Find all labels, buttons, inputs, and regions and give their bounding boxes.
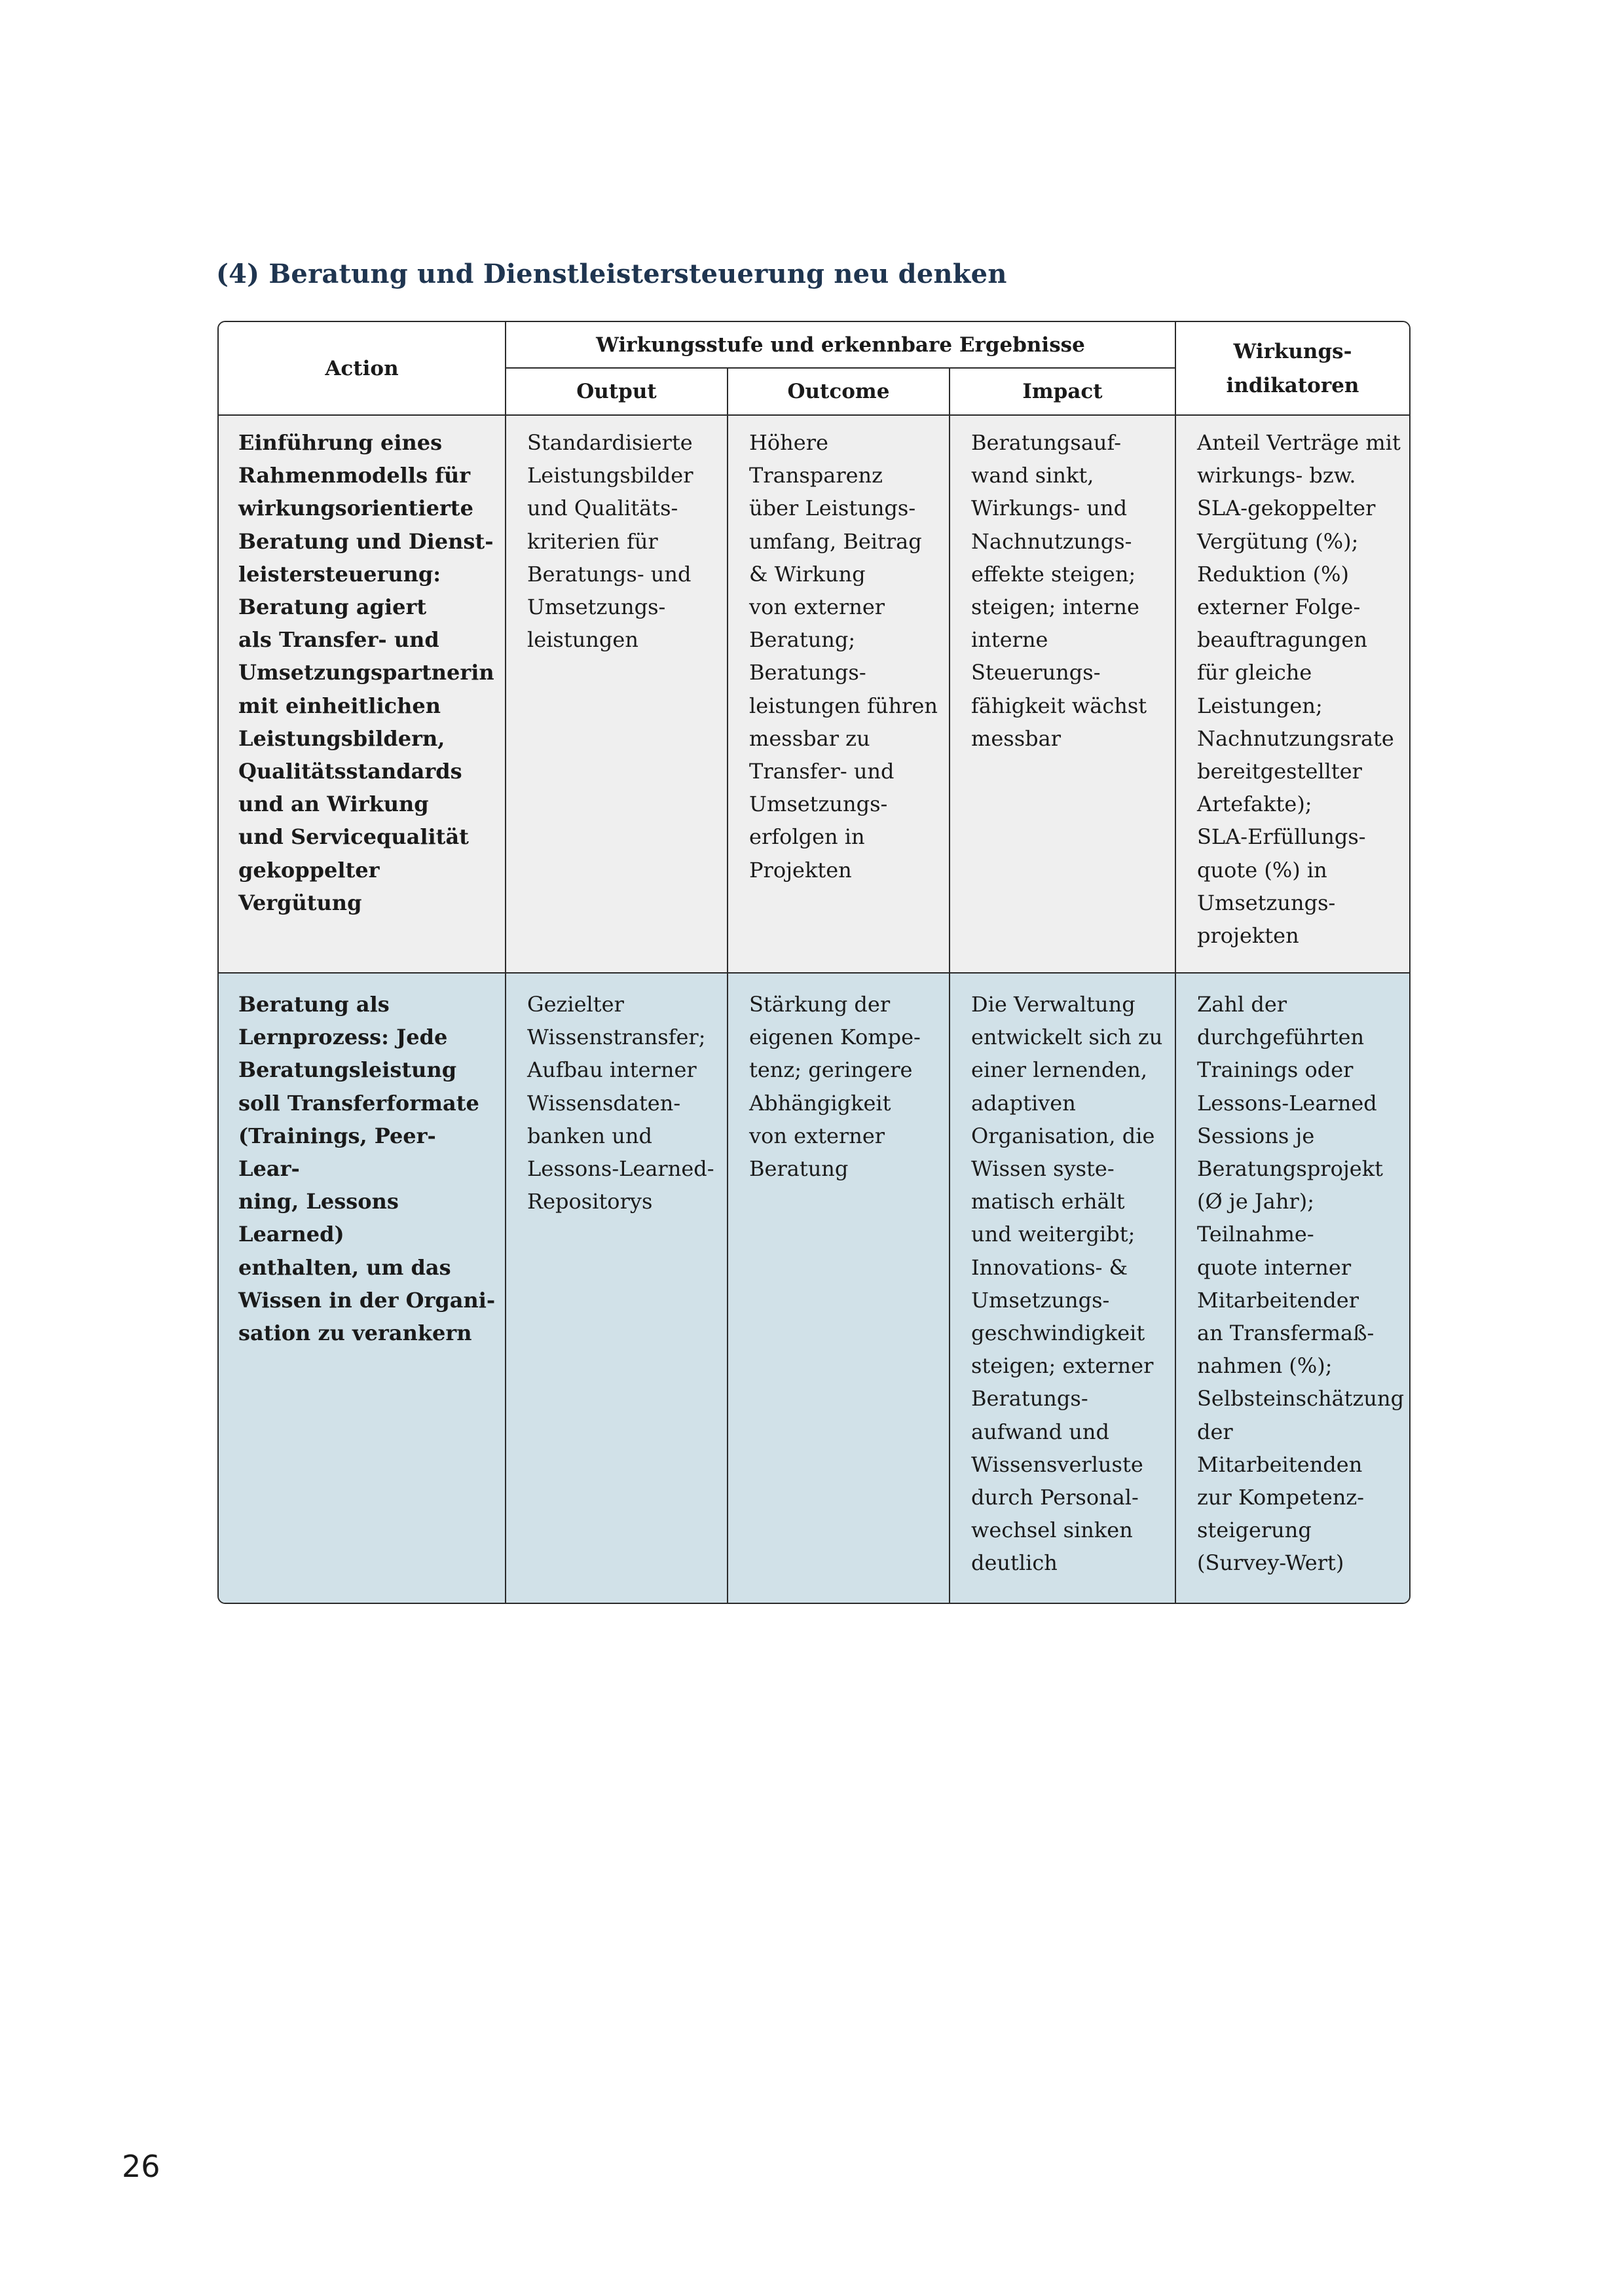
section-heading: (4) Beratung und Dienstleistersteuerung neu denken (216, 259, 1007, 289)
header-outcome: Outcome (728, 368, 950, 415)
header-impact-stage-group: Wirkungsstufe und erkennbare Ergebnisse (506, 322, 1175, 368)
impact-table-grid (219, 322, 1409, 1603)
outcome-cell: Höhere Transparenz über Leistungs- umfang, Beitrag & Wirkung von externer Beratung; Beratungs- leistungen führen messbar zu Transfer- und Umsetzungs- erfolgen in Projekten (728, 415, 950, 973)
output-cell: Gezielter Wissenstransfer; Aufbau interner Wissensdaten- banken und Lessons-Learned- Repositorys (506, 973, 728, 1603)
output-cell: Standardisierte Leistungsbilder und Qualitäts- kriterien für Beratungs- und Umsetzungs- leistungen (506, 415, 728, 973)
table-row (219, 973, 1409, 1603)
header-action: Action (219, 322, 506, 415)
indicators-cell: Zahl der durchgeführten Trainings oder Lessons-Learned Sessions je Beratungsprojekt (Ø je Jahr); Teilnahme- quote interner Mitarbeitender an Transfermaß- nahmen (%); Selbsteinschätzung der Mitarbeitenden zur Kompetenz- steigerung (Survey-Wert) (1175, 973, 1409, 1603)
impact-cell: Beratungsauf- wand sinkt, Wirkungs- und Nachnutzungs- effekte steigen; steigen; interne interne Steuerungs- fähigkeit wächst messbar (950, 415, 1175, 973)
header-indicators: Wirkungs- indikatoren (1175, 322, 1409, 415)
indicators-cell: Anteil Verträge mit wirkungs- bzw. SLA-gekoppelter Vergütung (%); Reduktion (%) externer Folge- beauftragungen für gleiche Leistungen; Nachnutzungsrate bereitgestellter Artefakte); SLA-Erfüllungs- quote (%) in Umsetzungs- projekten (1175, 415, 1409, 973)
action-cell: Beratung als Lernprozess: Jede Beratungsleistung soll Transferformate (Trainings, Peer-Lear- ning, Lessons Learned) enthalten, um das Wissen in der Organi- sation zu verankern (219, 973, 506, 1603)
table-header (219, 322, 1409, 415)
header-row-top (219, 322, 1409, 368)
header-impact: Impact (950, 368, 1175, 415)
header-output: Output (506, 368, 728, 415)
action-cell: Einführung eines Rahmenmodells für wirkungsorientierte Beratung und Dienst- leistersteuerung: Beratung agiert als Transfer- und Umsetzungspartnerin mit einheitlichen Leistungsbildern, Qualitätsstandards und an Wirkung und Servicequalität gekoppelter Vergütung (219, 415, 506, 973)
table-row (219, 415, 1409, 973)
impact-table (217, 321, 1411, 1604)
outcome-cell: Stärkung der eigenen Kompe- tenz; geringere Abhängigkeit von externer Beratung (728, 973, 950, 1603)
page-number: 26 (122, 2149, 160, 2184)
impact-cell: Die Verwaltung entwickelt sich zu einer lernenden, adaptiven Organisation, die Wissen syste- matisch erhält und weitergibt; Innovations- & Umsetzungs- geschwindigkeit steigen; externer Beratungs- aufwand und Wissensverluste durch Personal- wechsel sinken deutlich (950, 973, 1175, 1603)
